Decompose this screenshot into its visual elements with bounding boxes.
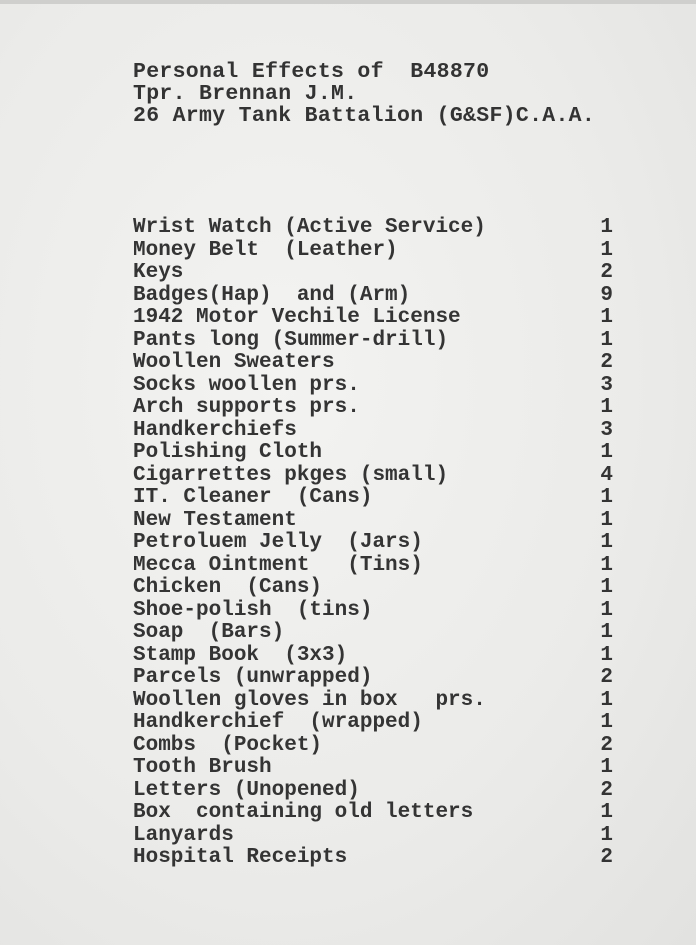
item-quantity: 1 xyxy=(600,823,613,847)
item-quantity: 1 xyxy=(600,598,613,622)
item-name: Wrist Watch (Active Service) xyxy=(133,216,486,239)
list-item xyxy=(133,577,613,600)
list-item xyxy=(133,712,613,735)
item-name: Tooth Brush xyxy=(133,756,272,779)
item-quantity: 1 xyxy=(600,576,613,599)
item-name: Box containing old letters xyxy=(133,801,474,824)
item-name: New Testament xyxy=(133,508,297,532)
item-name: Shoe-polish (tins) xyxy=(133,598,373,622)
item-quantity: 2 xyxy=(600,261,613,284)
list-item xyxy=(133,510,613,533)
item-name: Pants long (Summer-drill) xyxy=(133,328,449,352)
list-item xyxy=(133,262,613,285)
item-quantity: 2 xyxy=(600,846,613,869)
list-item xyxy=(133,555,613,578)
page-edge xyxy=(0,0,696,4)
effects-list xyxy=(133,217,613,870)
item-name: Polishing Cloth xyxy=(133,441,323,464)
item-quantity: 1 xyxy=(600,396,613,419)
item-name: Arch supports prs. xyxy=(133,396,360,419)
list-item xyxy=(133,487,613,510)
item-name: Woollen Sweaters xyxy=(133,351,335,374)
list-item xyxy=(133,375,613,398)
list-item xyxy=(133,690,613,713)
item-quantity: 9 xyxy=(600,283,613,307)
list-item xyxy=(133,757,613,780)
item-name: Soap (Bars) xyxy=(133,621,285,644)
item-quantity: 1 xyxy=(600,486,613,509)
item-quantity: 2 xyxy=(600,778,613,802)
item-quantity: 2 xyxy=(600,351,613,374)
header-title: Personal Effects of B48870 xyxy=(133,60,490,84)
item-quantity: 1 xyxy=(600,553,613,577)
header-unit: 26 Army Tank Battalion (G&SF)C.A.A. xyxy=(133,104,596,128)
list-item xyxy=(133,847,613,870)
item-quantity: 1 xyxy=(600,306,613,329)
item-quantity: 1 xyxy=(600,711,613,734)
item-quantity: 1 xyxy=(600,508,613,532)
item-name: Stamp Book (3x3) xyxy=(133,643,348,667)
item-quantity: 2 xyxy=(600,733,613,757)
item-quantity: 1 xyxy=(600,643,613,667)
item-quantity: 1 xyxy=(600,238,613,262)
item-name: Chicken (Cans) xyxy=(133,576,323,599)
header-name: Tpr. Brennan J.M. xyxy=(133,82,358,106)
document-header xyxy=(133,61,595,127)
item-quantity: 4 xyxy=(600,463,613,487)
item-name: Letters (Unopened) xyxy=(133,778,360,802)
list-item xyxy=(133,330,613,353)
item-quantity: 1 xyxy=(600,621,613,644)
item-quantity: 3 xyxy=(600,418,613,442)
list-item xyxy=(133,667,613,690)
list-item xyxy=(133,600,613,623)
item-name: Petroluem Jelly (Jars) xyxy=(133,531,423,554)
item-name: Combs (Pocket) xyxy=(133,733,323,757)
item-name: Badges(Hap) and (Arm) xyxy=(133,283,411,307)
item-name: Cigarrettes pkges (small) xyxy=(133,463,449,487)
list-item xyxy=(133,465,613,488)
item-name: Hospital Receipts xyxy=(133,846,348,869)
list-item xyxy=(133,735,613,758)
item-name: Handkerchief (wrapped) xyxy=(133,711,423,734)
list-item xyxy=(133,352,613,375)
item-quantity: 2 xyxy=(600,666,613,689)
list-item xyxy=(133,802,613,825)
item-name: Lanyards xyxy=(133,823,234,847)
item-name: Mecca Ointment (Tins) xyxy=(133,553,423,577)
item-quantity: 1 xyxy=(600,801,613,824)
item-quantity: 1 xyxy=(600,216,613,239)
list-item xyxy=(133,217,613,240)
list-item xyxy=(133,780,613,803)
list-item xyxy=(133,285,613,308)
item-name: Money Belt (Leather) xyxy=(133,238,398,262)
item-name: Handkerchiefs xyxy=(133,418,297,442)
list-item xyxy=(133,240,613,263)
list-item xyxy=(133,307,613,330)
item-name: IT. Cleaner (Cans) xyxy=(133,486,373,509)
item-quantity: 1 xyxy=(600,756,613,779)
item-quantity: 1 xyxy=(600,328,613,352)
item-quantity: 1 xyxy=(600,441,613,464)
item-quantity: 3 xyxy=(600,373,613,397)
list-item xyxy=(133,825,613,848)
item-quantity: 1 xyxy=(600,688,613,712)
list-item xyxy=(133,622,613,645)
item-name: Keys xyxy=(133,261,184,284)
list-item xyxy=(133,397,613,420)
item-quantity: 1 xyxy=(600,531,613,554)
list-item xyxy=(133,645,613,668)
item-name: 1942 Motor Vechile License xyxy=(133,306,461,329)
item-name: Woollen gloves in box prs. xyxy=(133,688,486,712)
list-item xyxy=(133,532,613,555)
list-item xyxy=(133,442,613,465)
item-name: Parcels (unwrapped) xyxy=(133,666,373,689)
item-name: Socks woollen prs. xyxy=(133,373,360,397)
list-item xyxy=(133,420,613,443)
